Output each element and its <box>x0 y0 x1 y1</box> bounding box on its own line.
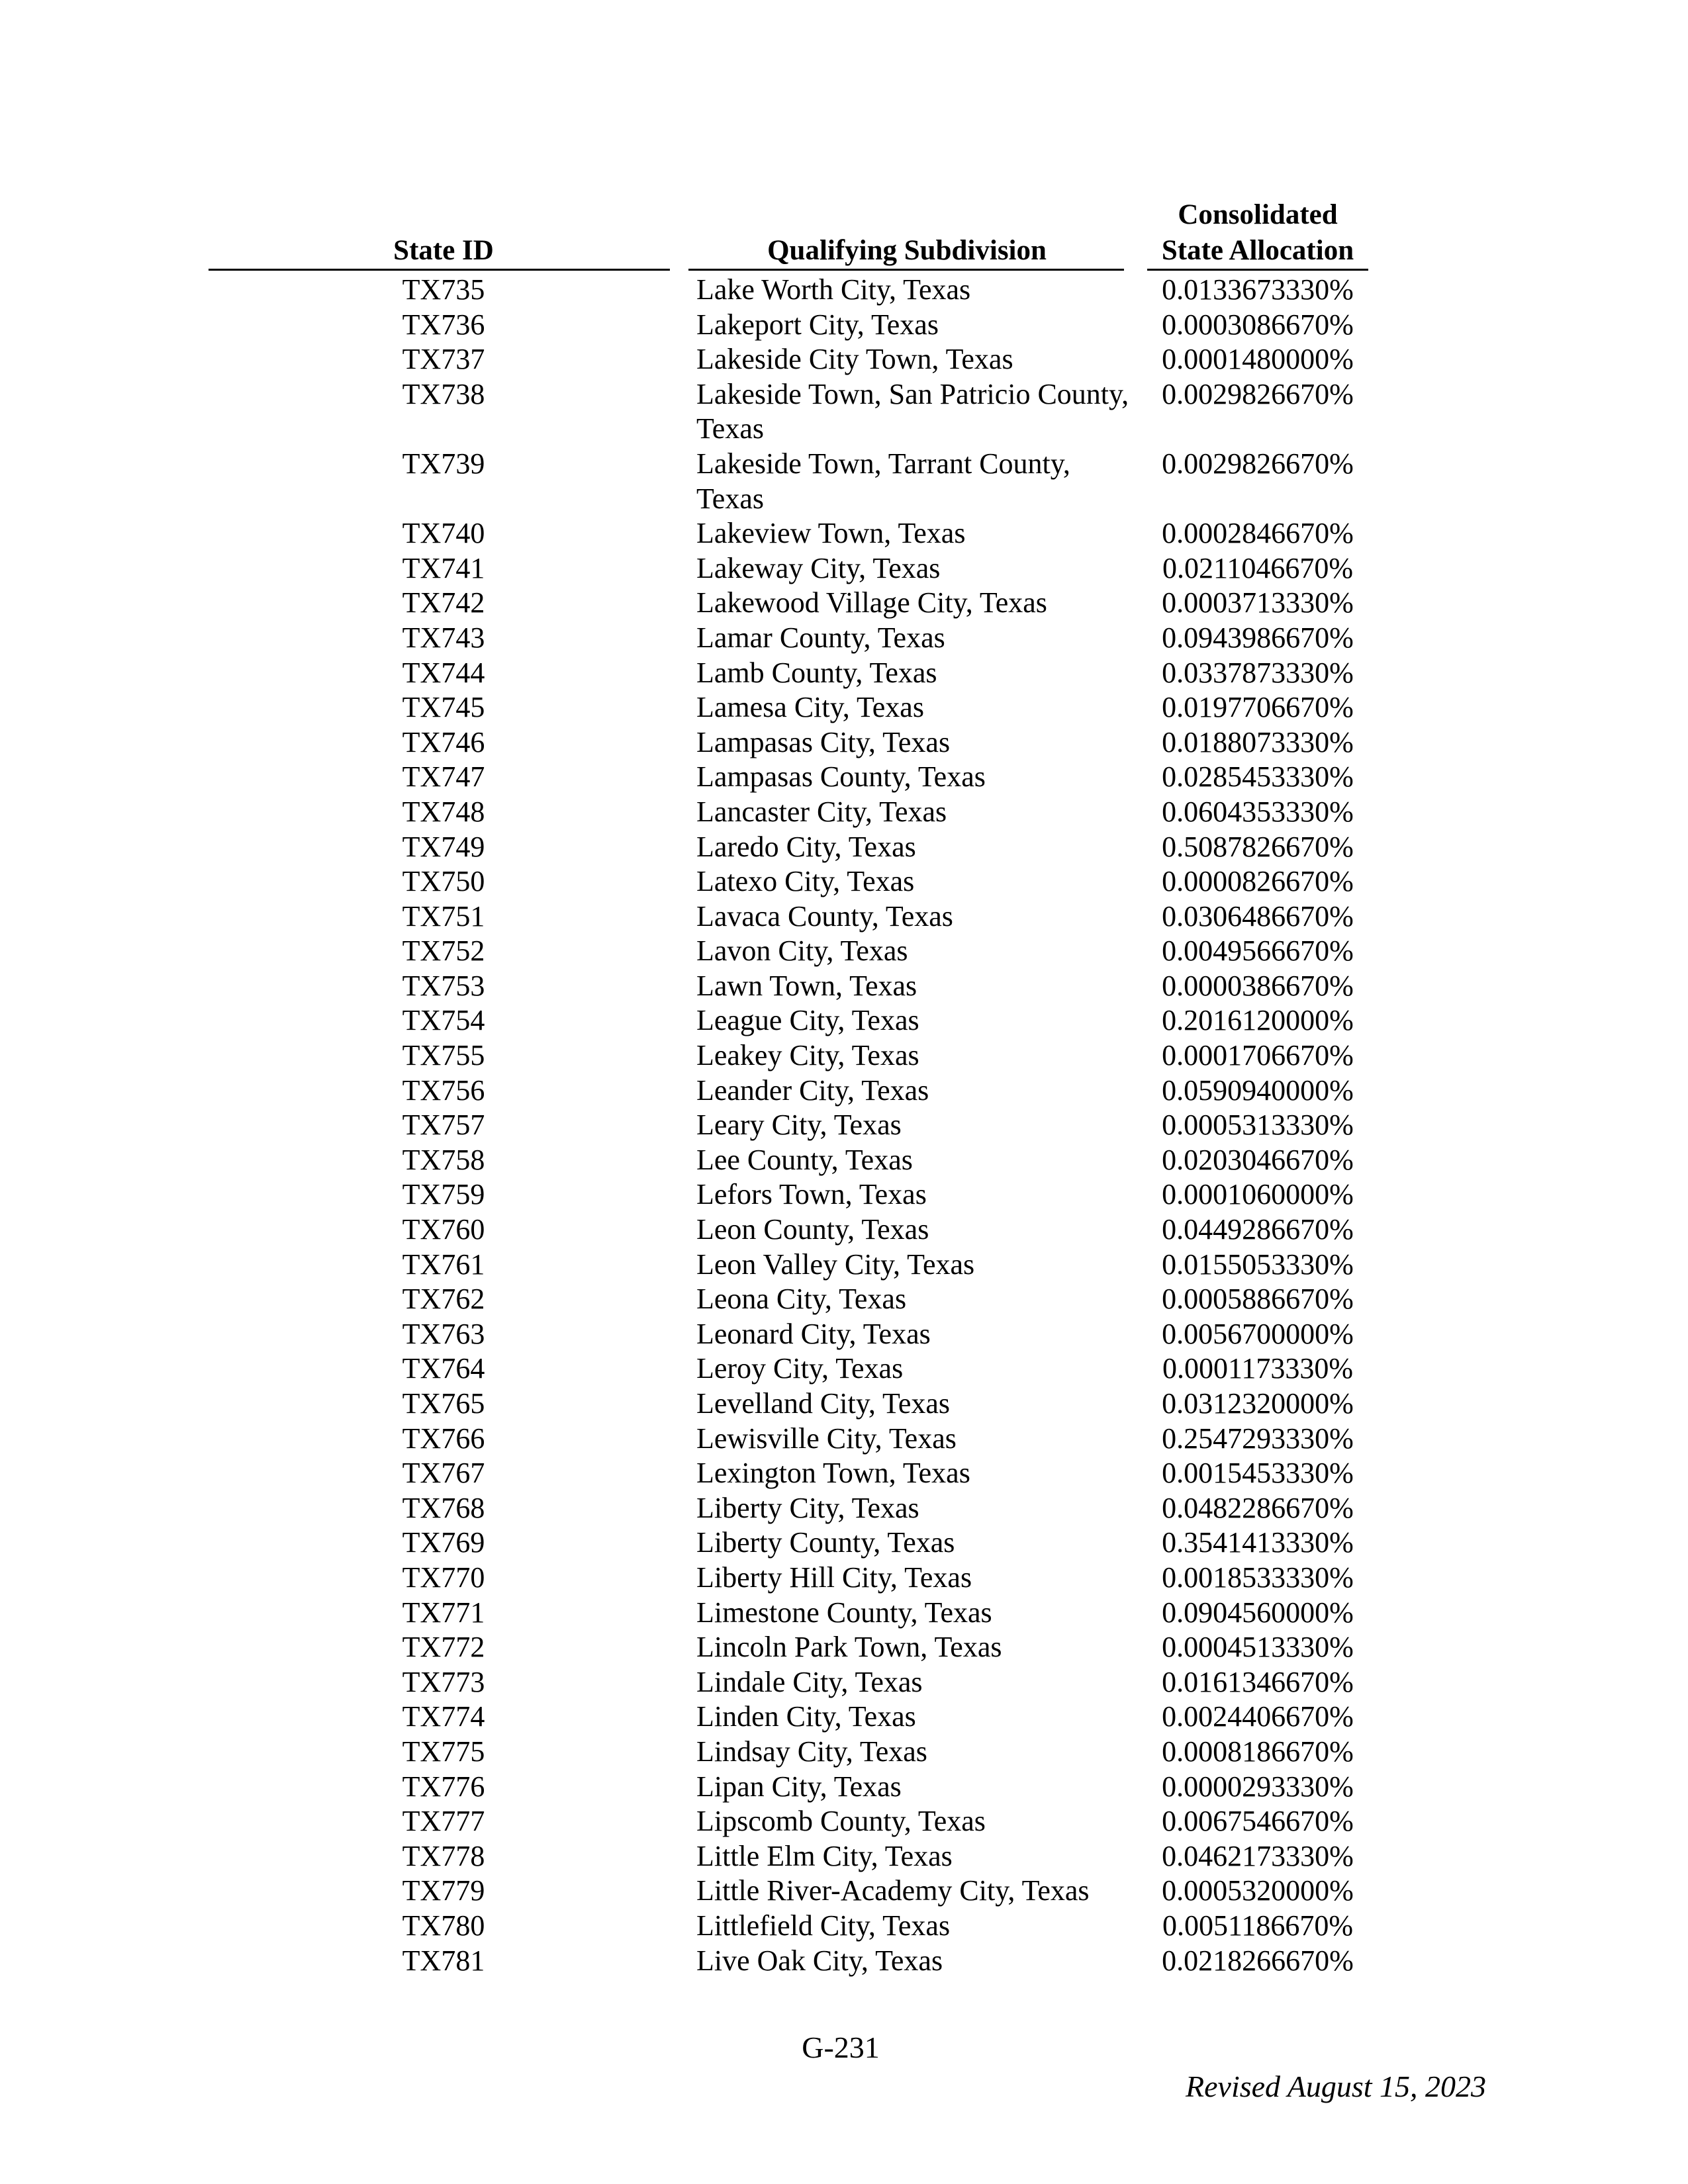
table-row <box>0 899 1688 934</box>
state-id-cell: TX774 <box>402 1700 485 1733</box>
state-id-cell: TX746 <box>402 725 485 758</box>
header-allocation-line1: Consolidated <box>1178 199 1338 230</box>
allocation-cell: 0.0049566670% <box>1162 934 1354 968</box>
allocation-cell: 0.0000293330% <box>1162 1770 1354 1803</box>
subdivision-cell: Liberty City, Texas <box>696 1491 919 1524</box>
state-id-cell: TX767 <box>402 1457 485 1490</box>
table-row <box>0 516 1688 551</box>
state-id-cell: TX748 <box>402 795 485 828</box>
header-rule-state-id <box>209 269 670 271</box>
table-row <box>0 342 1688 377</box>
allocation-cell: 0.0337873330% <box>1162 656 1354 689</box>
table-row <box>0 1422 1688 1457</box>
table-row <box>0 1003 1688 1038</box>
allocation-cell: 0.0015453330% <box>1162 1457 1354 1490</box>
allocation-cell: 0.0001480000% <box>1162 343 1354 376</box>
allocation-cell: 0.0029826670% <box>1162 447 1354 480</box>
allocation-cell: 0.0018533330% <box>1162 1561 1354 1594</box>
subdivision-cell: Live Oak City, Texas <box>696 1944 943 1977</box>
subdivision-cell: Lampasas City, Texas <box>696 725 951 758</box>
state-id-cell: TX777 <box>402 1805 485 1838</box>
header-rule-allocation <box>1147 269 1368 271</box>
table-row <box>0 1944 1688 1979</box>
table-row <box>0 1770 1688 1805</box>
table-row <box>0 1282 1688 1317</box>
allocation-cell: 0.0004513330% <box>1162 1631 1354 1664</box>
header-allocation-line2: State Allocation <box>1161 235 1354 266</box>
subdivision-cell: League City, Texas <box>696 1004 919 1037</box>
allocation-cell: 0.0449286670% <box>1162 1213 1354 1246</box>
allocation-cell: 0.0003086670% <box>1162 308 1354 341</box>
allocation-cell: 0.0904560000% <box>1162 1596 1354 1629</box>
state-id-cell: TX762 <box>402 1283 485 1316</box>
state-id-cell: TX742 <box>402 586 485 619</box>
table-row <box>0 795 1688 830</box>
subdivision-cell: Lipscomb County, Texas <box>696 1805 986 1838</box>
state-id-cell: TX761 <box>402 1248 485 1281</box>
subdivision-cell: Little River-Academy City, Texas <box>696 1874 1090 1907</box>
state-id-cell: TX780 <box>402 1909 485 1942</box>
state-id-cell: TX759 <box>402 1178 485 1211</box>
allocation-cell: 0.0943986670% <box>1162 621 1354 654</box>
table-row <box>0 1351 1688 1387</box>
header-state-id: State ID <box>393 235 494 266</box>
state-id-cell: TX745 <box>402 691 485 724</box>
subdivision-cell: Little Elm City, Texas <box>696 1839 953 1872</box>
state-id-cell: TX758 <box>402 1143 485 1176</box>
allocation-cell: 0.0029826670% <box>1162 377 1354 410</box>
subdivision-cell: Levelland City, Texas <box>696 1387 951 1420</box>
table-row <box>0 1248 1688 1283</box>
allocation-cell: 0.0197706670% <box>1162 691 1354 724</box>
state-id-cell: TX773 <box>402 1665 485 1698</box>
table-row <box>0 1143 1688 1178</box>
subdivision-cell: Lancaster City, Texas <box>696 795 947 828</box>
table-row <box>0 1177 1688 1212</box>
table-row <box>0 1456 1688 1491</box>
table-row <box>0 934 1688 969</box>
subdivision-cell: Lindale City, Texas <box>696 1665 923 1698</box>
revised-date: Revised August 15, 2023 <box>1186 2070 1486 2103</box>
table-row <box>0 1839 1688 1874</box>
state-id-cell: TX740 <box>402 517 485 550</box>
table-row <box>0 1073 1688 1109</box>
subdivision-cell: Lakeport City, Texas <box>696 308 939 341</box>
state-id-cell: TX781 <box>402 1944 485 1977</box>
allocation-cell: 0.0155053330% <box>1162 1248 1354 1281</box>
state-id-cell: TX775 <box>402 1735 485 1768</box>
allocation-cell: 0.0000386670% <box>1162 969 1354 1002</box>
table-row <box>0 1317 1688 1352</box>
table-row <box>0 1874 1688 1909</box>
state-id-cell: TX750 <box>402 865 485 898</box>
allocation-cell: 0.2547293330% <box>1162 1422 1354 1455</box>
subdivision-cell: Laredo City, Texas <box>696 830 916 863</box>
table-row <box>0 1212 1688 1248</box>
table-row <box>0 690 1688 725</box>
table-row <box>0 586 1688 621</box>
subdivision-cell: Lakeview Town, Texas <box>696 517 966 550</box>
subdivision-cell: Lewisville City, Texas <box>696 1422 957 1455</box>
subdivision-cell: Latexo City, Texas <box>696 865 915 898</box>
subdivision-cell: Lipan City, Texas <box>696 1770 902 1803</box>
table-row <box>0 830 1688 865</box>
subdivision-cell: Leroy City, Texas <box>696 1352 904 1385</box>
state-id-cell: TX765 <box>402 1387 485 1420</box>
state-id-cell: TX739 <box>402 447 485 480</box>
table-row <box>0 1561 1688 1596</box>
subdivision-cell: Lakeside Town, Tarrant County, Texas <box>696 447 1070 515</box>
subdivision-cell: Lincoln Park Town, Texas <box>696 1631 1002 1664</box>
table-row <box>0 1596 1688 1631</box>
state-id-cell: TX770 <box>402 1561 485 1594</box>
subdivision-cell: Lawn Town, Texas <box>696 969 917 1002</box>
allocation-table <box>0 273 1688 1978</box>
allocation-cell: 0.0056700000% <box>1162 1317 1354 1350</box>
state-id-cell: TX771 <box>402 1596 485 1629</box>
state-id-cell: TX772 <box>402 1631 485 1664</box>
subdivision-cell: Lavaca County, Texas <box>696 899 953 933</box>
table-row <box>0 1735 1688 1770</box>
allocation-cell: 0.0211046670% <box>1162 551 1354 584</box>
subdivision-cell: Lindsay City, Texas <box>696 1735 927 1768</box>
allocation-cell: 0.0001706670% <box>1162 1039 1354 1072</box>
table-row <box>0 1038 1688 1073</box>
state-id-cell: TX741 <box>402 551 485 584</box>
subdivision-cell: Leary City, Texas <box>696 1109 902 1142</box>
table-row <box>0 1387 1688 1422</box>
state-id-cell: TX778 <box>402 1839 485 1872</box>
state-id-cell: TX747 <box>402 760 485 794</box>
state-id-cell: TX776 <box>402 1770 485 1803</box>
state-id-cell: TX743 <box>402 621 485 654</box>
allocation-cell: 0.3541413330% <box>1162 1526 1354 1559</box>
table-row <box>0 377 1688 447</box>
state-id-cell: TX756 <box>402 1073 485 1107</box>
page-number: G-231 <box>802 2030 880 2064</box>
allocation-cell: 0.0051186670% <box>1162 1909 1354 1942</box>
allocation-cell: 0.0005313330% <box>1162 1109 1354 1142</box>
subdivision-cell: Lakeside Town, San Patricio County, Texas <box>696 377 1129 445</box>
state-id-cell: TX735 <box>402 273 485 306</box>
subdivision-cell: Linden City, Texas <box>696 1700 916 1733</box>
state-id-cell: TX751 <box>402 899 485 933</box>
allocation-cell: 0.0218266670% <box>1162 1944 1354 1977</box>
state-id-cell: TX744 <box>402 656 485 689</box>
allocation-cell: 0.0008186670% <box>1162 1735 1354 1768</box>
state-id-cell: TX763 <box>402 1317 485 1350</box>
table-row <box>0 1630 1688 1665</box>
allocation-cell: 0.0188073330% <box>1162 725 1354 758</box>
allocation-cell: 0.0604353330% <box>1162 795 1354 828</box>
state-id-cell: TX736 <box>402 308 485 341</box>
subdivision-cell: Leakey City, Texas <box>696 1039 919 1072</box>
state-id-cell: TX766 <box>402 1422 485 1455</box>
allocation-cell: 0.0133673330% <box>1162 273 1354 306</box>
subdivision-cell: Lefors Town, Texas <box>696 1178 927 1211</box>
table-row <box>0 551 1688 586</box>
table-row <box>0 725 1688 760</box>
subdivision-cell: Lakeway City, Texas <box>696 551 941 584</box>
state-id-cell: TX753 <box>402 969 485 1002</box>
subdivision-cell: Lamb County, Texas <box>696 656 937 689</box>
table-row <box>0 760 1688 795</box>
table-row <box>0 308 1688 343</box>
table-row <box>0 1665 1688 1700</box>
subdivision-cell: Lavon City, Texas <box>696 934 908 968</box>
allocation-cell: 0.0000826670% <box>1162 865 1354 898</box>
state-id-cell: TX752 <box>402 934 485 968</box>
state-id-cell: TX757 <box>402 1109 485 1142</box>
subdivision-cell: Lakewood Village City, Texas <box>696 586 1047 619</box>
state-id-cell: TX779 <box>402 1874 485 1907</box>
allocation-cell: 0.0001173330% <box>1162 1352 1354 1385</box>
allocation-cell: 0.5087826670% <box>1162 830 1354 863</box>
allocation-cell: 0.0005320000% <box>1162 1874 1354 1907</box>
state-id-cell: TX738 <box>402 377 485 410</box>
table-row <box>0 1525 1688 1561</box>
allocation-cell: 0.0203046670% <box>1162 1143 1354 1176</box>
table-row <box>0 1909 1688 1944</box>
header-rule-subdivision <box>688 269 1124 271</box>
header-qualifying-subdivision: Qualifying Subdivision <box>767 235 1047 266</box>
allocation-cell: 0.0306486670% <box>1162 899 1354 933</box>
allocation-cell: 0.0462173330% <box>1162 1839 1354 1872</box>
state-id-cell: TX768 <box>402 1491 485 1524</box>
allocation-cell: 0.2016120000% <box>1162 1004 1354 1037</box>
table-row <box>0 656 1688 691</box>
table-row <box>0 447 1688 516</box>
subdivision-cell: Liberty Hill City, Texas <box>696 1561 972 1594</box>
subdivision-cell: Lakeside City Town, Texas <box>696 343 1013 376</box>
table-row <box>0 864 1688 899</box>
subdivision-cell: Liberty County, Texas <box>696 1526 955 1559</box>
state-id-cell: TX760 <box>402 1213 485 1246</box>
state-id-cell: TX764 <box>402 1352 485 1385</box>
state-id-cell: TX749 <box>402 830 485 863</box>
subdivision-cell: Leon County, Texas <box>696 1213 929 1246</box>
subdivision-cell: Lee County, Texas <box>696 1143 913 1176</box>
allocation-cell: 0.0024406670% <box>1162 1700 1354 1733</box>
allocation-cell: 0.0312320000% <box>1162 1387 1354 1420</box>
state-id-cell: TX769 <box>402 1526 485 1559</box>
subdivision-cell: Leander City, Texas <box>696 1073 929 1107</box>
table-row <box>0 969 1688 1004</box>
allocation-cell: 0.0590940000% <box>1162 1073 1354 1107</box>
subdivision-cell: Leona City, Texas <box>696 1283 907 1316</box>
allocation-cell: 0.0482286670% <box>1162 1491 1354 1524</box>
table-row <box>0 1804 1688 1839</box>
allocation-cell: 0.0002846670% <box>1162 517 1354 550</box>
table-row <box>0 621 1688 656</box>
subdivision-cell: Lake Worth City, Texas <box>696 273 971 306</box>
allocation-cell: 0.0161346670% <box>1162 1665 1354 1698</box>
state-id-cell: TX755 <box>402 1039 485 1072</box>
subdivision-cell: Littlefield City, Texas <box>696 1909 951 1942</box>
subdivision-cell: Lexington Town, Texas <box>696 1457 970 1490</box>
table-row <box>0 1108 1688 1143</box>
subdivision-cell: Lamar County, Texas <box>696 621 945 654</box>
allocation-cell: 0.0005886670% <box>1162 1283 1354 1316</box>
subdivision-cell: Limestone County, Texas <box>696 1596 992 1629</box>
allocation-cell: 0.0285453330% <box>1162 760 1354 794</box>
subdivision-cell: Leonard City, Texas <box>696 1317 931 1350</box>
subdivision-cell: Leon Valley City, Texas <box>696 1248 975 1281</box>
subdivision-cell: Lampasas County, Texas <box>696 760 986 794</box>
subdivision-cell: Lamesa City, Texas <box>696 691 924 724</box>
allocation-cell: 0.0003713330% <box>1162 586 1354 619</box>
table-row <box>0 1700 1688 1735</box>
state-id-cell: TX754 <box>402 1004 485 1037</box>
allocation-cell: 0.0001060000% <box>1162 1178 1354 1211</box>
table-row <box>0 1491 1688 1526</box>
state-id-cell: TX737 <box>402 343 485 376</box>
allocation-cell: 0.0067546670% <box>1162 1805 1354 1838</box>
table-row <box>0 273 1688 308</box>
